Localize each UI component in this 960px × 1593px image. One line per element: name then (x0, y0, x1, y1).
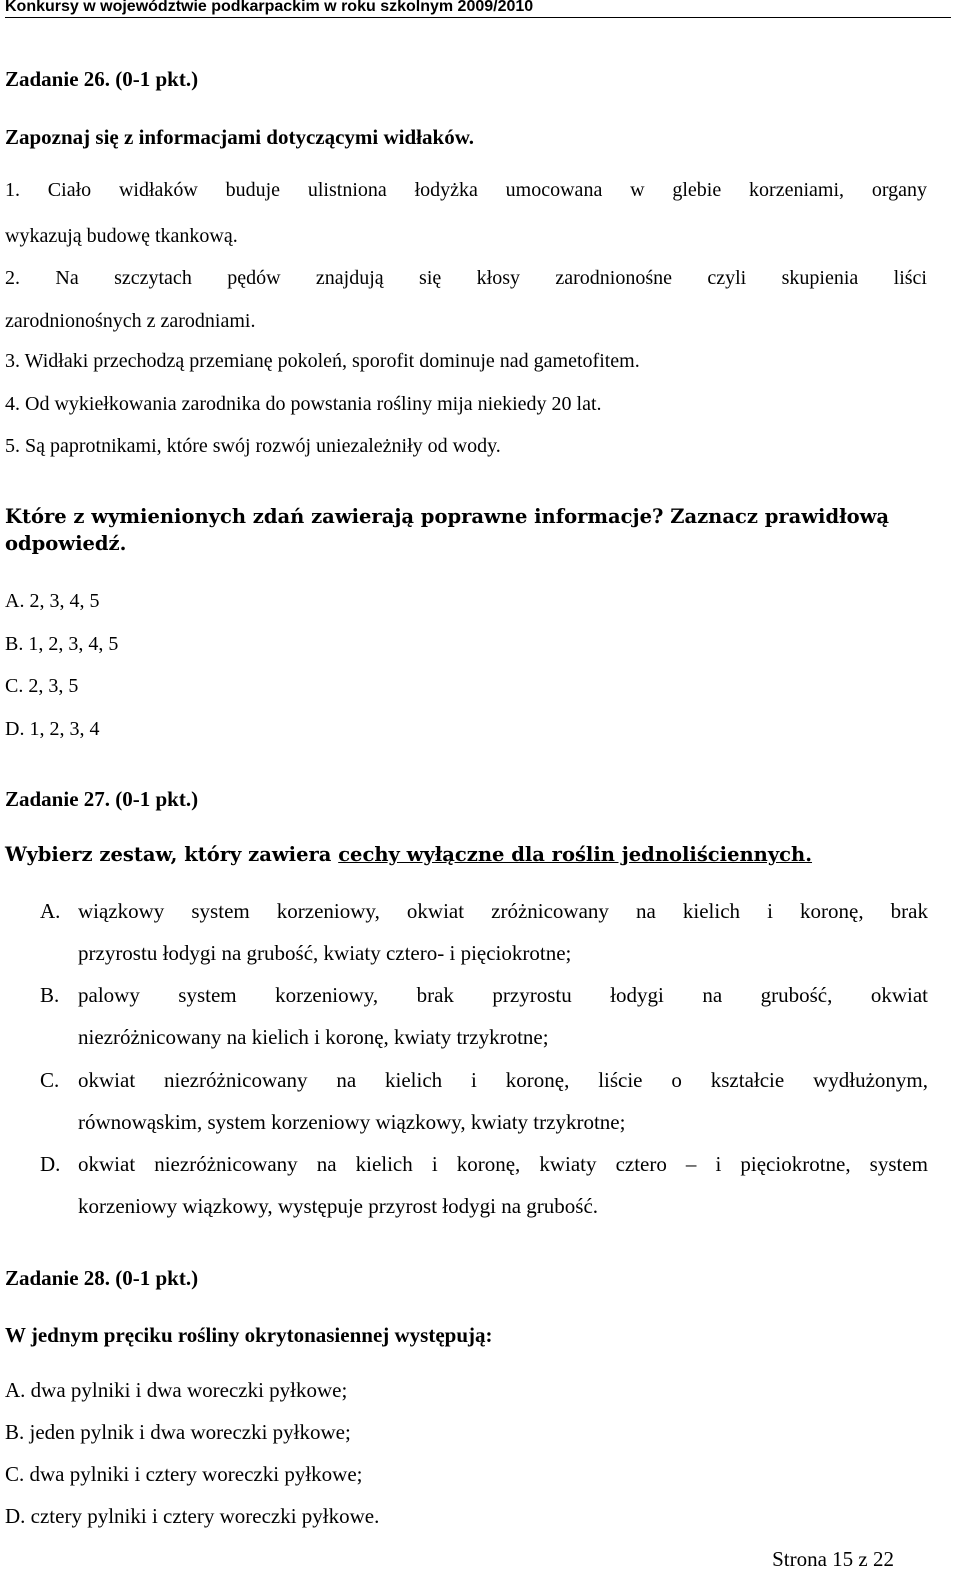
task26-item2-line2: zarodnionośnych z zarodniami. (5, 310, 256, 332)
task27-title: Zadanie 27. (0-1 pkt.) (5, 787, 199, 811)
task27-option-c-line1[interactable]: okwiat niezróżnicowany na kielich i koronę, liście o kształcie wydłużonym, (78, 1068, 928, 1092)
task28-title: Zadanie 28. (0-1 pkt.) (5, 1266, 199, 1290)
task27-option-c-line2[interactable]: równowąskim, system korzeniowy wiązkowy, kwiaty trzykrotne; (78, 1110, 626, 1134)
task26-item5: 5. Są paprotnikami, które swój rozwój uniezależniły od wody. (5, 435, 501, 457)
task27-option-d-letter[interactable]: D. (40, 1152, 61, 1176)
task26-question-line2: odpowiedź. (5, 532, 127, 555)
task26-intro: Zapoznaj się z informacjami dotyczącymi widłaków. (5, 125, 474, 149)
task26-item2-line1: 2. Na szczytach pędów znajdują się kłosy zarodnionośne czyli skupienia liści (5, 267, 927, 289)
task27-option-d-line2[interactable]: korzeniowy wiązkowy, występuje przyrost łodygi na grubość. (78, 1194, 599, 1218)
task26-option-a[interactable]: A. 2, 3, 4, 5 (5, 590, 100, 612)
task27-option-c-letter[interactable]: C. (40, 1068, 60, 1092)
task27-option-b-letter[interactable]: B. (40, 983, 60, 1007)
task27-option-a-letter[interactable]: A. (40, 899, 61, 923)
task27-question-underlined: cechy wyłączne dla roślin jednoliściennych. (338, 843, 813, 866)
header-rule (5, 17, 951, 18)
task26-option-b[interactable]: B. 1, 2, 3, 4, 5 (5, 633, 119, 655)
task28-option-d[interactable]: D. cztery pylniki i cztery woreczki pyłkowe. (5, 1504, 380, 1528)
page-header-title: Konkursy w województwie podkarpackim w roku szkolnym 2009/2010 (5, 0, 534, 15)
task28-option-c[interactable]: C. dwa pylniki i cztery woreczki pyłkowe; (5, 1462, 363, 1486)
task28-question: W jednym pręciku rośliny okrytonasiennej występują: (5, 1323, 493, 1347)
task26-question-line1: Które z wymienionych zdań zawierają poprawne informacje? Zaznacz prawidłową (5, 505, 890, 528)
task26-item1-line2: wykazują budowę tkankową. (5, 225, 238, 247)
task26-title: Zadanie 26. (0-1 pkt.) (5, 67, 199, 91)
task27-question-prefix: Wybierz zestaw, który zawiera (5, 843, 339, 866)
task27-option-b-line2[interactable]: niezróżnicowany na kielich i koronę, kwiaty trzykrotne; (78, 1025, 549, 1049)
task27-option-a-line2[interactable]: przyrostu łodygi na grubość, kwiaty cztero- i pięciokrotne; (78, 941, 572, 965)
task26-option-c[interactable]: C. 2, 3, 5 (5, 675, 79, 697)
page-number: Strona 15 z 22 (772, 1547, 894, 1571)
task27-option-d-line1[interactable]: okwiat niezróżnicowany na kielich i koronę, kwiaty cztero – i pięciokrotne, system (78, 1152, 928, 1176)
task26-option-d[interactable]: D. 1, 2, 3, 4 (5, 718, 100, 740)
task26-item3: 3. Widłaki przechodzą przemianę pokoleń, sporofit dominuje nad gametofitem. (5, 350, 640, 372)
task26-item4: 4. Od wykiełkowania zarodnika do powstania rośliny mija niekiedy 20 lat. (5, 393, 602, 415)
task26-item1-line1: 1. Ciało widłaków buduje ulistniona łodyżka umocowana w glebie korzeniami, organy (5, 179, 927, 201)
task27-question (5, 843, 812, 867)
task27-option-a-line1[interactable]: wiązkowy system korzeniowy, okwiat zróżnicowany na kielich i koronę, brak (78, 899, 928, 923)
task28-option-b[interactable]: B. jeden pylnik i dwa woreczki pyłkowe; (5, 1420, 351, 1444)
task27-option-b-line1[interactable]: palowy system korzeniowy, brak przyrostu łodygi na grubość, okwiat (78, 983, 928, 1007)
task28-option-a[interactable]: A. dwa pylniki i dwa woreczki pyłkowe; (5, 1378, 348, 1402)
